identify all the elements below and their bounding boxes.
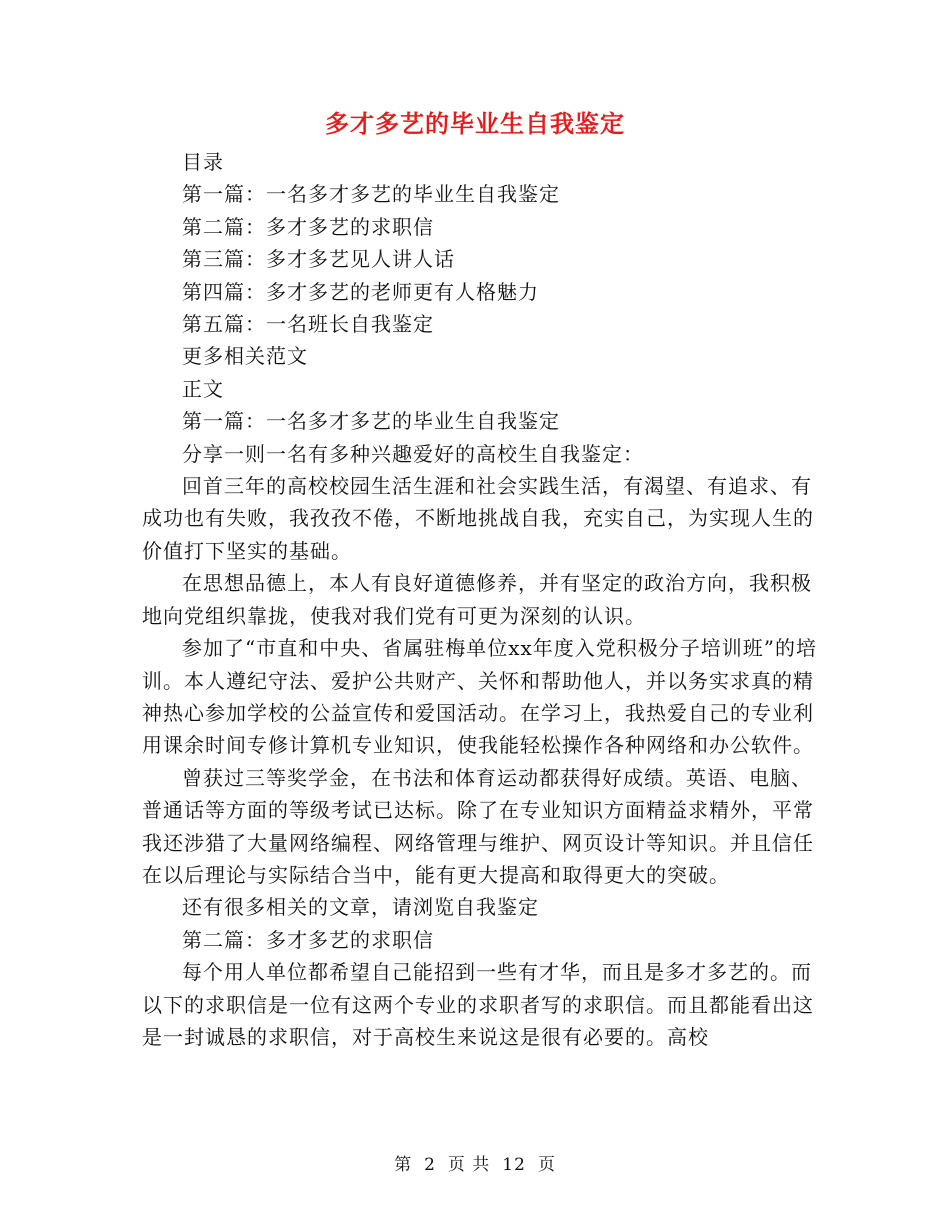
toc-item-2: 第二篇：多才多艺的求职信 xyxy=(182,214,434,239)
section-1-heading: 第一篇：一名多才多艺的毕业生自我鉴定 xyxy=(182,409,560,434)
paragraph: 在思想品德上，本人有良好道德修养，并有坚定的政治方向，我积极地向党组织靠拢，使我对我们党有可更为深刻的认识。 xyxy=(142,571,812,628)
paragraph: 还有很多相关的文章，请浏览自我鉴定 xyxy=(182,895,539,920)
paragraph: 回首三年的高校校园生活生涯和社会实践生活，有渴望、有追求、有成功也有失败，我孜孜不倦，不断地挑战自我，充实自己，为实现人生的价值打下坚实的基础。 xyxy=(142,474,814,563)
footer-middle: 页 共 xyxy=(447,1155,491,1175)
paragraph: 曾获过三等奖学金，在书法和体育运动都获得好成绩。英语、电脑、普通话等方面的等级考试已达标。除了在专业知识方面精益求精外，平常我还涉猎了大量网络编程、网络管理与维护、网页设计等知识。并且信任在以后理论与实际结合当中，能有更大提高和取得更大的突破。 xyxy=(142,765,814,887)
page-footer xyxy=(0,1153,950,1177)
footer-prefix: 第 xyxy=(394,1155,413,1175)
toc-more: 更多相关范文 xyxy=(182,344,308,369)
paragraph: 分享一则一名有多种兴趣爱好的高校生自我鉴定： xyxy=(182,441,644,466)
toc-heading: 目录 xyxy=(182,150,224,174)
footer-total-pages: 12 xyxy=(502,1155,526,1175)
document-body xyxy=(142,146,822,1053)
toc-item-5: 第五篇：一名班长自我鉴定 xyxy=(182,312,434,337)
toc-item-1: 第一篇：一名多才多艺的毕业生自我鉴定 xyxy=(182,182,560,207)
main-text-heading: 正文 xyxy=(182,376,224,401)
paragraph: 每个用人单位都希望自己能招到一些有才华，而且是多才多艺的。而以下的求职信是一位有这两个专业的求职者写的求职信。而且都能看出这是一封诚恳的求职信，对于高校生来说这是很有必要的。高校 xyxy=(142,960,814,1049)
toc-item-3: 第三篇：多才多艺见人讲人话 xyxy=(182,247,455,272)
footer-current-page: 2 xyxy=(424,1155,436,1175)
toc-item-4: 第四篇：多才多艺的老师更有人格魅力 xyxy=(182,279,539,304)
footer-suffix: 页 xyxy=(537,1155,556,1175)
section-2-heading: 第二篇：多才多艺的求职信 xyxy=(182,927,434,952)
paragraph: 参加了“市直和中央、省属驻梅单位xx年度入党积极分子培训班”的培训。本人遵纪守法、爱护公共财产、关怀和帮助他人，并以务实求真的精神热心参加学校的公益宣传和爱国活动。在学习上，我热爱自己的专业利用课余时间专修计算机专业知识，使我能轻松操作各种网络和办公软件。 xyxy=(142,636,818,758)
document-title: 多才多艺的毕业生自我鉴定 xyxy=(325,109,625,138)
